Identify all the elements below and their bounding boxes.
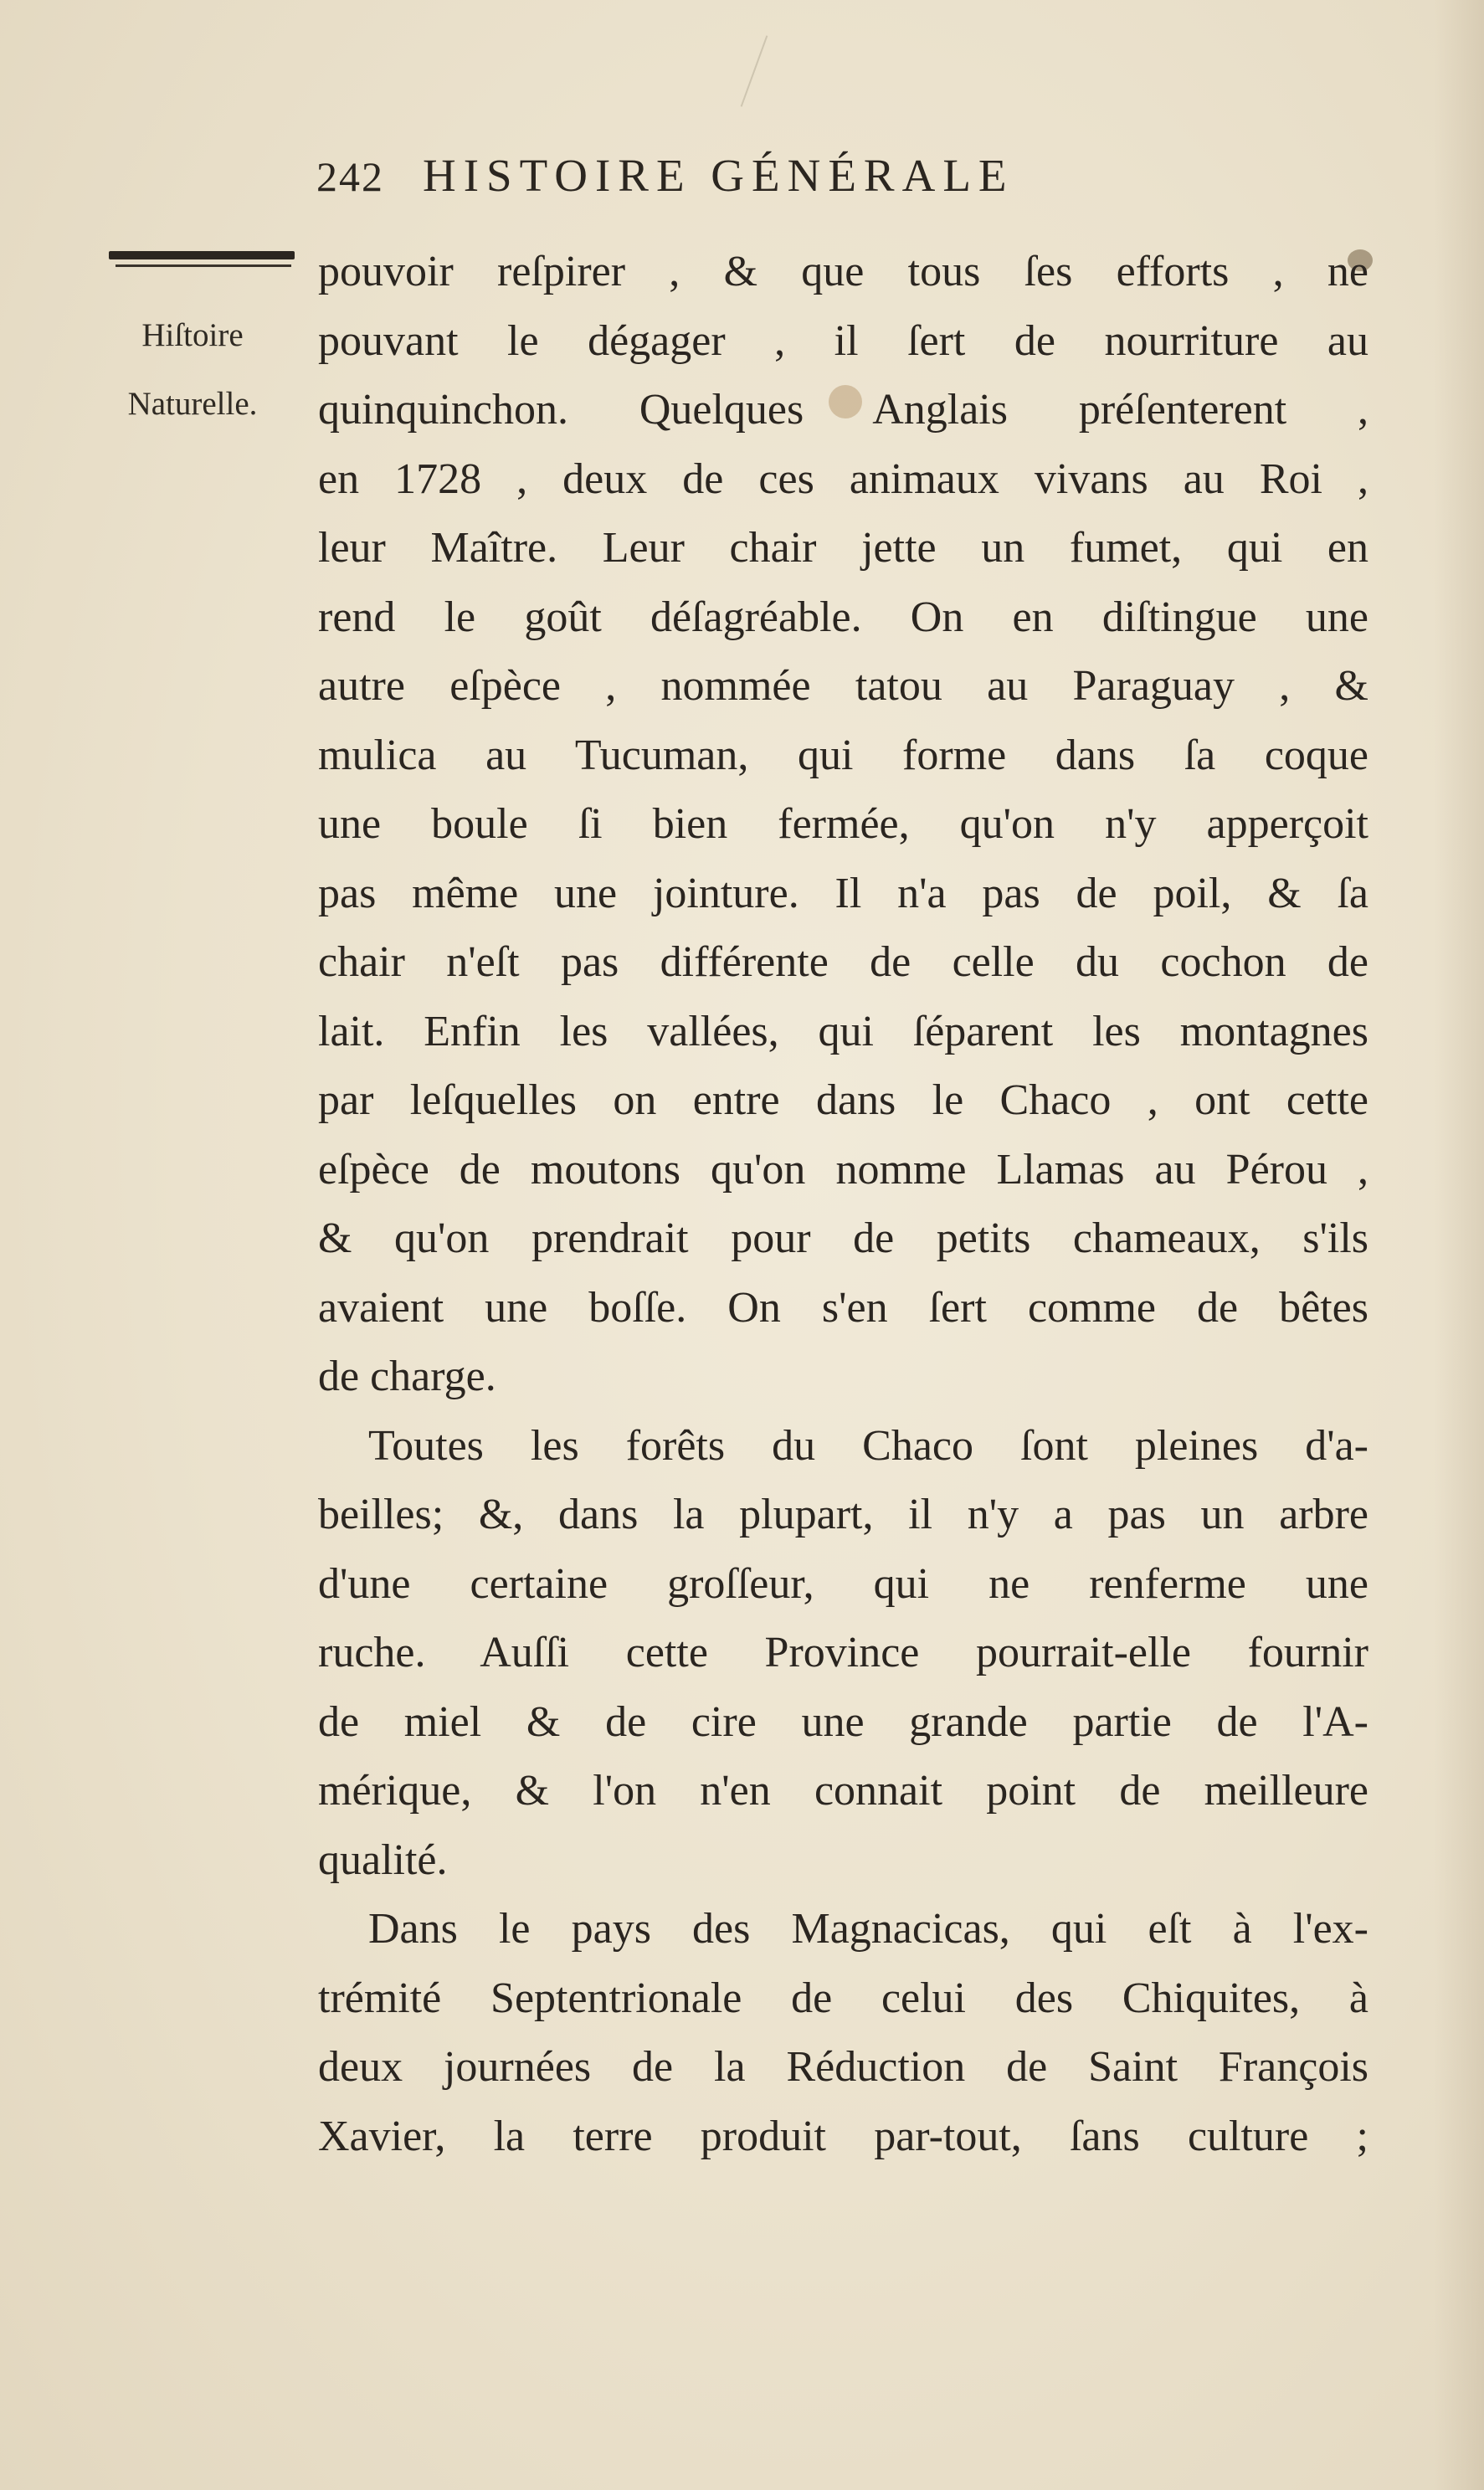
text-line: quinquinchon. Quelques Anglais préſenterent , [318,386,1368,434]
page-header [316,149,1237,216]
text-line: par leſquelles on entre dans le Chaco , ont cette [318,1076,1368,1124]
text-line: autre eſpèce , nommée tatou au Paraguay , & [318,662,1368,710]
text-line: mulica au Tucuman, qui forme dans ſa coque [318,731,1368,779]
text-line: d'une certaine groſſeur, qui ne renferme une [318,1559,1368,1608]
margin-rule-thin [116,264,291,267]
text-line: mérique, & l'on n'en connait point de meilleure [318,1767,1368,1815]
text-line: eſpèce de moutons qu'on nomme Llamas au Pérou , [318,1145,1368,1194]
text-line: lait. Enfin les vallées, qui ſéparent les montagnes [318,1007,1368,1055]
text-line: pas même une jointure. Il n'a pas de poil, & ſa [318,869,1368,917]
margin-note-line: Naturelle. [127,386,258,422]
text-line: deux journées de la Réduction de Saint François [318,2043,1368,2091]
text-line: Xavier, la terre produit par-tout, ſans culture ; [318,2112,1368,2160]
text-line: beilles; &, dans la plupart, il n'y a pas un arbre [318,1491,1368,1538]
text-line: pouvoir reſpirer , & que tous ſes efforts , ne [318,248,1368,295]
text-line: ruche. Auſſi cette Province pourrait-elle fournir [318,1629,1368,1676]
text-line: Toutes les forêts du Chaco ſont pleines d'a- [368,1421,1368,1470]
text-line: qualité. [318,1835,448,1884]
body-text [318,238,1368,2171]
running-head: HISTOIRE GÉNÉRALE [423,150,1014,201]
text-line: avaient une boſſe. On s'en ſert comme de bêtes [318,1283,1368,1332]
text-line: rend le goût déſagréable. On en diſtingue une [318,593,1368,641]
text-line: & qu'on prendrait pour de petits chameaux, s'ils [318,1214,1368,1262]
margin-note-line: Hiſtoire [141,317,244,353]
text-line: pouvant le dégager , il ſert de nourriture au [318,316,1368,365]
text-line: de miel & de cire une grande partie de l'A- [318,1697,1368,1746]
text-line: leur Maître. Leur chair jette un fumet, qui en [318,524,1368,572]
text-line: Dans le pays des Magnacicas, qui eſt à l'ex- [368,1905,1368,1953]
text-line: chair n'eſt pas différente de celle du cochon de [318,938,1368,986]
text-line: trémité Septentrionale de celui des Chiquites, à [318,1974,1368,2022]
margin-note [84,301,301,439]
paper-crease [741,35,768,106]
margin-rule [109,251,295,259]
text-line: une boule ſi bien fermée, qu'on n'y apperçoit [318,800,1368,848]
text-line: de charge. [318,1353,496,1400]
text-line: en 1728 , deux de ces animaux vivans au Roi , [318,454,1368,503]
page-edge-shadow [1434,0,1484,2490]
page-number: 242 [316,153,384,200]
